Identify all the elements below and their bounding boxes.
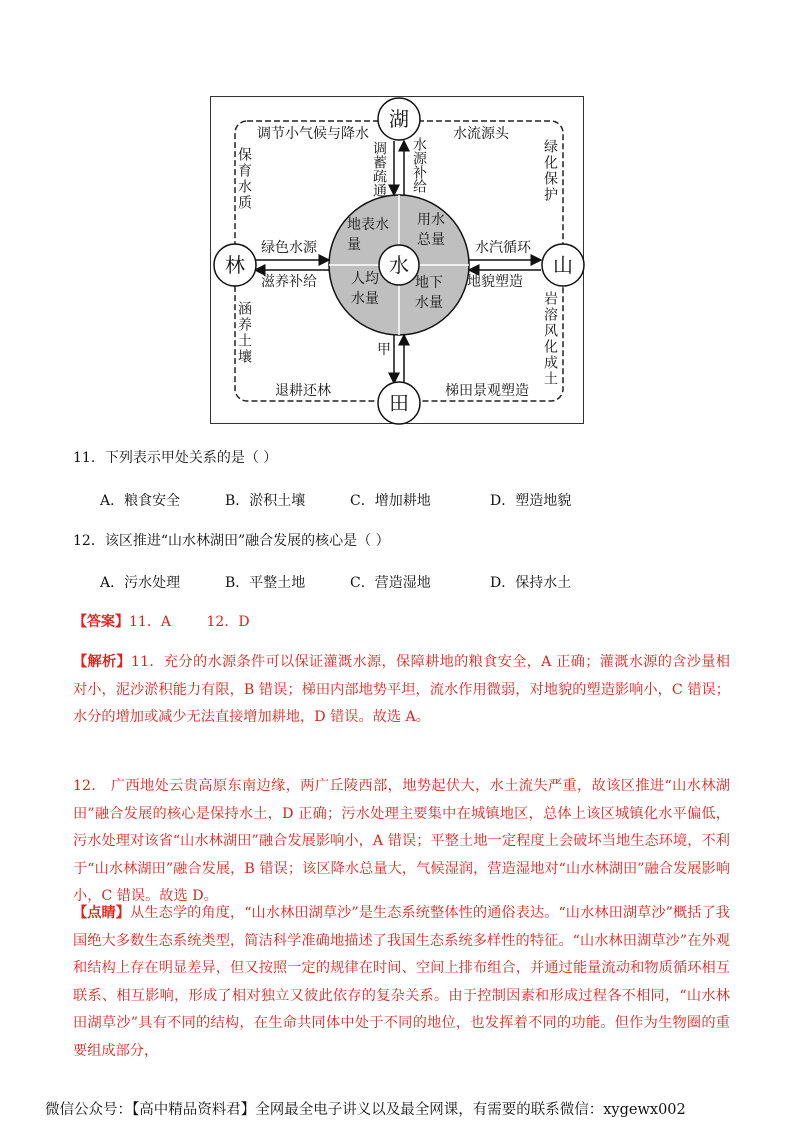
quadrant-surface-water: 地表水量 xyxy=(347,217,389,253)
analysis-paragraph-2: 12． 广西地处云贵高原东南边缘，两广丘陵西部，地势起伏大，水土流失严重，故该区推进“山水林湖田”融合发展的核心是保持水土，D 正确；污水处理主要集中在城镇地区，总体上该区城镇化水平偏低，污水处理对该省“山水林湖田”融合发展影响小，A 错误；平整土地一定程度上会破坏当地生态环境，不利于“山水林湖田”融合发展，B 错误；该区降水总量大，气候湿润，营造湿地对“山水林湖田”融合发展影响小，C 错误。故选 D。 xyxy=(73,778,730,904)
label-green-water: 绿色水源 xyxy=(261,240,317,256)
analysis-paragraph-1 xyxy=(73,649,730,732)
label-climate-precip: 调节小气候与降水 xyxy=(257,126,369,142)
label-terrace-landscape: 梯田景观塑造 xyxy=(445,383,529,399)
q12-option-b[interactable]: B．平整土地 xyxy=(225,575,306,591)
answer-tag: 【答案】 xyxy=(73,614,129,630)
label-vapor-cycle: 水汽循环 xyxy=(475,240,531,256)
label-karst-weathering: 岩溶风化成土 xyxy=(542,291,558,387)
q12-option-a[interactable]: A．污水处理 xyxy=(100,575,181,591)
q12-option-c[interactable]: C．营造湿地 xyxy=(350,575,431,591)
label-jia: 甲 xyxy=(377,342,391,358)
label-water-source: 水流源头 xyxy=(453,126,509,142)
tip-text: 从生态学的角度，“山水林田湖草沙”是生态系统整体性的通俗表达。“山水林田湖草沙”概括了我国绝大多数生态系统类型，简洁科学准确地描述了我国生态系统多样性的特征。“山水林田湖草沙”在外观和结构上存在明显差异，但又按照一定的规律在时间、空间上排布组合，并通过能量流动和物质循环相互联系、相互影响，形成了相对独立又彼此依存的复杂关系。由于控制因素和形成过程各不相同，“山水林田湖草沙”具有不同的结构，在生命共同体中处于不同的地位，也发挥着不同的功能。但作为生物圈的重要组成部分， xyxy=(73,905,730,1059)
label-nourish-supply: 滋养补给 xyxy=(261,274,317,290)
node-forest: 林 xyxy=(225,253,245,277)
answer-line xyxy=(73,612,250,632)
q11-option-b[interactable]: B．淤积土壤 xyxy=(225,493,306,509)
quadrant-total-water-use: 用水总量 xyxy=(417,212,445,248)
label-return-farmland: 退耕还林 xyxy=(275,383,331,399)
label-landform-shaping: 地貌塑造 xyxy=(467,274,523,290)
node-water: 水 xyxy=(389,253,409,277)
node-field: 田 xyxy=(389,391,409,415)
q12-option-d[interactable]: D．保持水土 xyxy=(490,575,572,591)
quadrant-groundwater: 地下水量 xyxy=(415,275,443,311)
label-water-replenish: 水源补给 xyxy=(411,137,427,193)
analysis-tag: 【解析】 xyxy=(73,654,132,670)
answer-text: 11．A 12．D xyxy=(129,614,250,630)
question-12-stem: 12．该区推进“山水林湖田”融合发展的核心是（ ） xyxy=(73,533,390,549)
node-mountain: 山 xyxy=(553,253,573,277)
tip-tag: 【点睛】 xyxy=(73,905,131,921)
node-lake: 湖 xyxy=(389,107,409,131)
label-conserve-water-quality: 保育水质 xyxy=(236,147,252,211)
q11-option-d[interactable]: D．塑造地貌 xyxy=(490,493,572,509)
q11-option-a[interactable]: A．粮食安全 xyxy=(100,493,181,509)
label-conserve-soil: 涵养土壤 xyxy=(236,301,252,365)
analysis-text-11: 11．充分的水源条件可以保证灌溉水源，保障耕地的粮食安全，A 正确；灌溉水源的含沙量相对小，泥沙淤积能力有限，B 错误；梯田内部地势平坦，流水作用微弱，对地貌的塑造影响小，C 错误；水分的增加或减少无法直接增加耕地，D 错误。故选 A。 xyxy=(73,654,730,725)
label-regulate-dredge: 调蓄疏通 xyxy=(371,141,387,197)
q11-option-c[interactable]: C．增加耕地 xyxy=(350,493,431,509)
quadrant-per-capita-water: 人均水量 xyxy=(351,271,379,307)
label-greening-protection: 绿化保护 xyxy=(542,139,558,203)
footer-notice: 微信公众号：【高中精品资料君】全网最全电子讲义以及最全网课，有需要的联系微信：xygewx002 xyxy=(45,1102,686,1118)
question-11-stem: 11．下列表示甲处关系的是（ ） xyxy=(73,450,278,466)
question-12-options xyxy=(100,572,660,592)
question-11-options xyxy=(100,490,660,510)
relationship-diagram xyxy=(210,96,584,424)
tip-paragraph xyxy=(73,900,730,1065)
